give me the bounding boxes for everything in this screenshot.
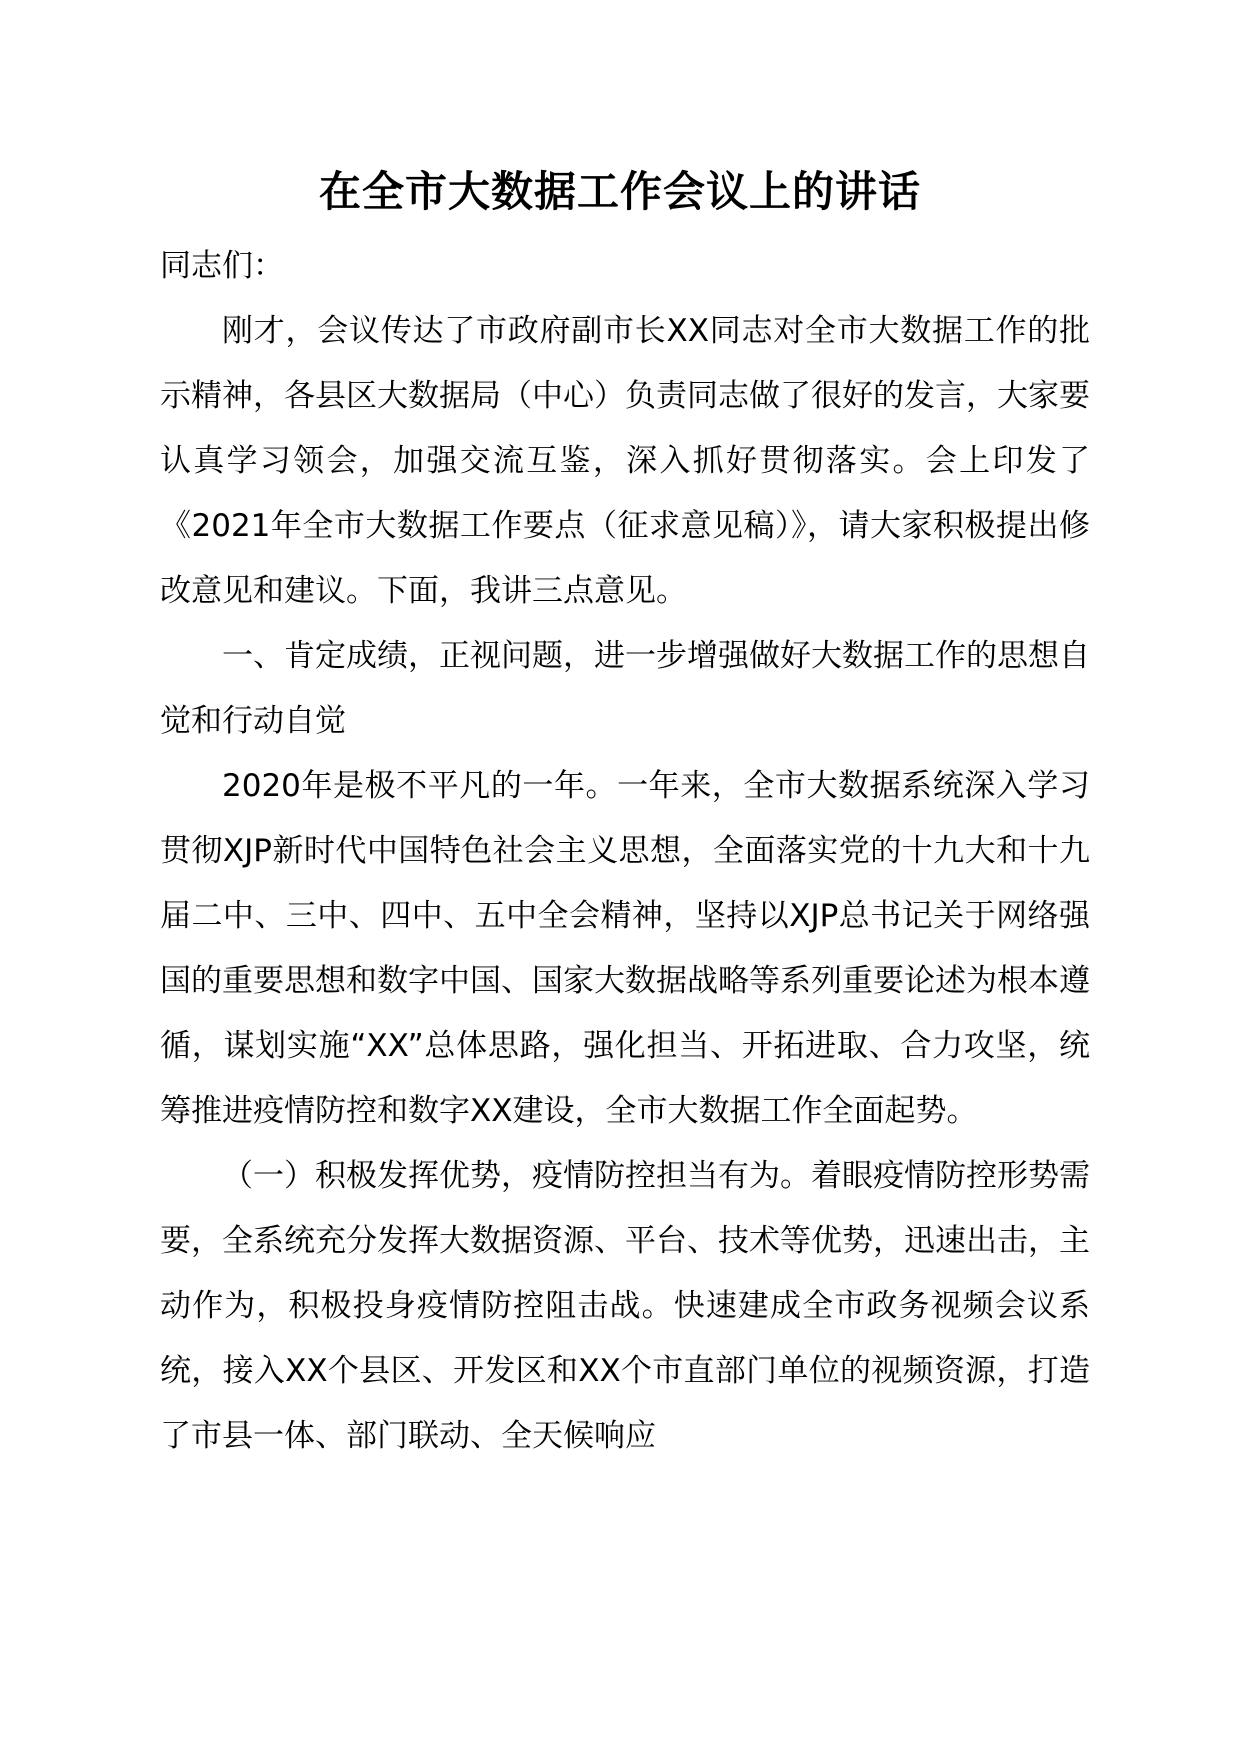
document-title: 在全市大数据工作会议上的讲话 (318, 167, 921, 216)
document-body (160, 234, 1090, 1469)
paragraph-intro: 刚才，会议传达了市政府副市长XX同志对全市大数据工作的批示精神，各县区大数据局（中心）负责同志做了很好的发言，大家要认真学习领会，加强交流互鉴，深入抓好贯彻落实。会上印发了《2021年全市大数据工作要点（征求意见稿）》，请大家积极提出修改意见和建议。下面，我讲三点意见。 (160, 313, 1090, 609)
paragraph-2020-review: 2020年是极不平凡的一年。一年来，全市大数据系统深入学习贯彻XJP新时代中国特色社会主义思想，全面落实党的十九大和十九届二中、三中、四中、五中全会精神，坚持以XJP总书记关于网络强国的重要思想和数字中国、国家大数据战略等系列重要论述为根本遵循，谋划实施“XX”总体思路，强化担当、开拓进取、合力攻坚，统筹推进疫情防控和数字XX建设，全市大数据工作全面起势。 (160, 768, 1090, 1129)
paragraph-subsection-1: （一）积极发挥优势，疫情防控担当有为。着眼疫情防控形势需要，全系统充分发挥大数据资源、平台、技术等优势，迅速出击，主动作为，积极投身疫情防控阻击战。快速建成全市政务视频会议系统，接入XX个县区、开发区和XX个市直部门单位的视频资源，打造了市县一体、部门联动、全天候响应 (160, 1158, 1090, 1454)
salutation: 同志们： (160, 248, 284, 284)
section-heading-1: 一、肯定成绩，正视问题，进一步增强做好大数据工作的思想自觉和行动自觉 (160, 638, 1090, 739)
